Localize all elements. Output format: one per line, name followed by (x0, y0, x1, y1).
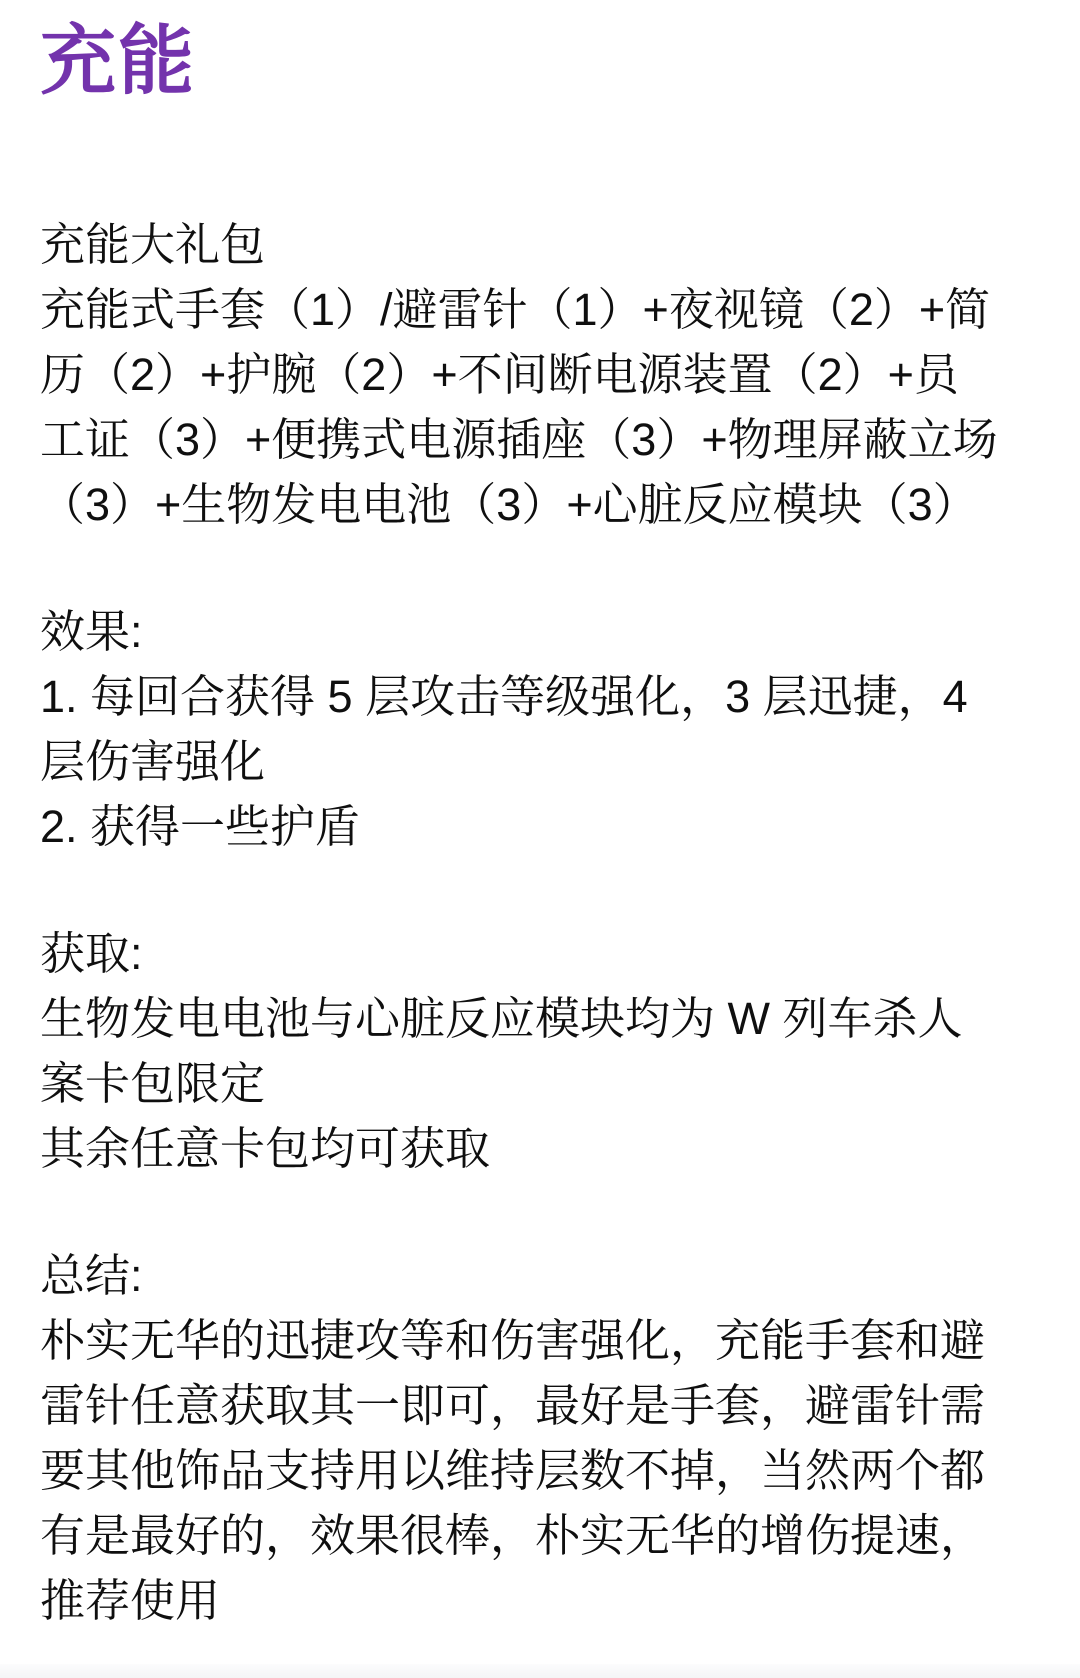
text-line: 2. 获得一些护盾 (40, 801, 361, 852)
text-line: 朴实无华的迅捷攻等和伤害强化，充能手套和避 (40, 1315, 986, 1366)
text-line: 充能大礼包 (40, 219, 266, 270)
section-label-summary: 总结: (40, 1250, 143, 1301)
text-line: 层伤害强化 (40, 736, 266, 787)
text-line: 充能式手套（1）/避雷针（1）+夜视镜（2）+简 (40, 284, 991, 335)
text-line: 雷针任意获取其一即可，最好是手套，避雷针需 (40, 1380, 986, 1431)
paragraph-effects (40, 599, 1040, 859)
paragraph-recipe (40, 212, 1040, 537)
paragraph-summary (40, 1243, 1040, 1633)
text-line: 推荐使用 (40, 1575, 221, 1626)
text-line: 工证（3）+便携式电源插座（3）+物理屏蔽立场 (40, 414, 998, 465)
text-line: 其余任意卡包均可获取 (40, 1123, 491, 1174)
text-line: 有是最好的，效果很棒，朴实无华的增伤提速， (40, 1510, 986, 1561)
text-line: 1. 每回合获得 5 层攻击等级强化，3 层迅捷，4 (40, 671, 968, 722)
document-page (0, 19, 1080, 1633)
section-label-effects: 效果: (40, 606, 143, 657)
text-line: （3）+生物发电电池（3）+心脏反应模块（3） (40, 479, 978, 530)
bottom-page-edge (0, 1664, 1080, 1678)
page-title: 充能 (40, 19, 196, 104)
section-label-obtain: 获取: (40, 928, 143, 979)
text-line: 生物发电电池与心脏反应模块均为 W 列车杀人 (40, 993, 963, 1044)
text-line: 案卡包限定 (40, 1058, 266, 1109)
paragraph-obtain (40, 921, 1040, 1181)
text-line: 要其他饰品支持用以维持层数不掉，当然两个都 (40, 1445, 986, 1496)
text-line: 历（2）+护腕（2）+不间断电源装置（2）+员 (40, 349, 959, 400)
